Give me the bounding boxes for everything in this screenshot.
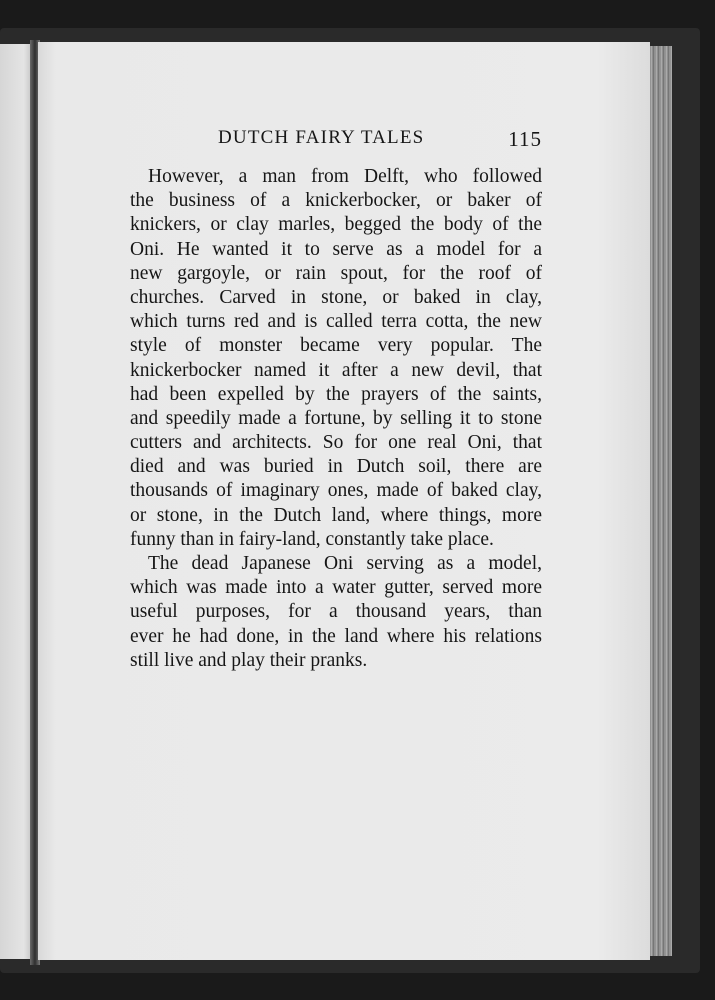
text-line: knickerbocker named it after a new devil, that bbox=[130, 359, 542, 381]
text-line: died and was buried in Dutch soil, there are bbox=[130, 456, 542, 478]
text-line: which turns red and is called terra cotta, the new bbox=[130, 311, 542, 333]
text-line: had been expelled by the prayers of the saints, bbox=[130, 383, 542, 405]
text-line: knickers, or clay marles, begged the body of the bbox=[130, 214, 542, 236]
text-line: useful purposes, for a thousand years, than bbox=[130, 601, 542, 623]
text-line: cutters and architects. So for one real Oni, that bbox=[130, 432, 542, 454]
text-line: However, a man from Delft, who followed bbox=[148, 166, 542, 187]
running-head bbox=[130, 127, 542, 153]
text-line: The dead Japanese Oni serving as a model, bbox=[148, 553, 542, 574]
text-line: funny than in fairy-land, constantly take place. bbox=[130, 528, 494, 550]
text-line: the business of a knickerbocker, or baker of bbox=[130, 190, 542, 212]
page-edges bbox=[650, 46, 672, 956]
body-text bbox=[130, 165, 542, 673]
text-line: and speedily made a fortune, by selling it to stone bbox=[130, 407, 542, 429]
text-line: Oni. He wanted it to serve as a model for a bbox=[130, 238, 542, 260]
text-line: style of monster became very popular. The bbox=[130, 335, 542, 357]
text-line: or stone, in the Dutch land, where things, more bbox=[130, 504, 542, 526]
text-line: which was made into a water gutter, served more bbox=[130, 577, 542, 599]
text-line: thousands of imaginary ones, made of baked clay, bbox=[130, 480, 542, 502]
text-line: still live and play their pranks. bbox=[130, 649, 368, 671]
facing-page-edge bbox=[0, 44, 34, 959]
page-number: 115 bbox=[508, 127, 542, 151]
text-line: ever he had done, in the land where his relations bbox=[130, 625, 542, 647]
text-line: new gargoyle, or rain spout, for the roof of bbox=[130, 262, 542, 284]
running-title: DUTCH FAIRY TALES bbox=[218, 127, 425, 148]
text-line: churches. Carved in stone, or baked in clay, bbox=[130, 286, 542, 308]
